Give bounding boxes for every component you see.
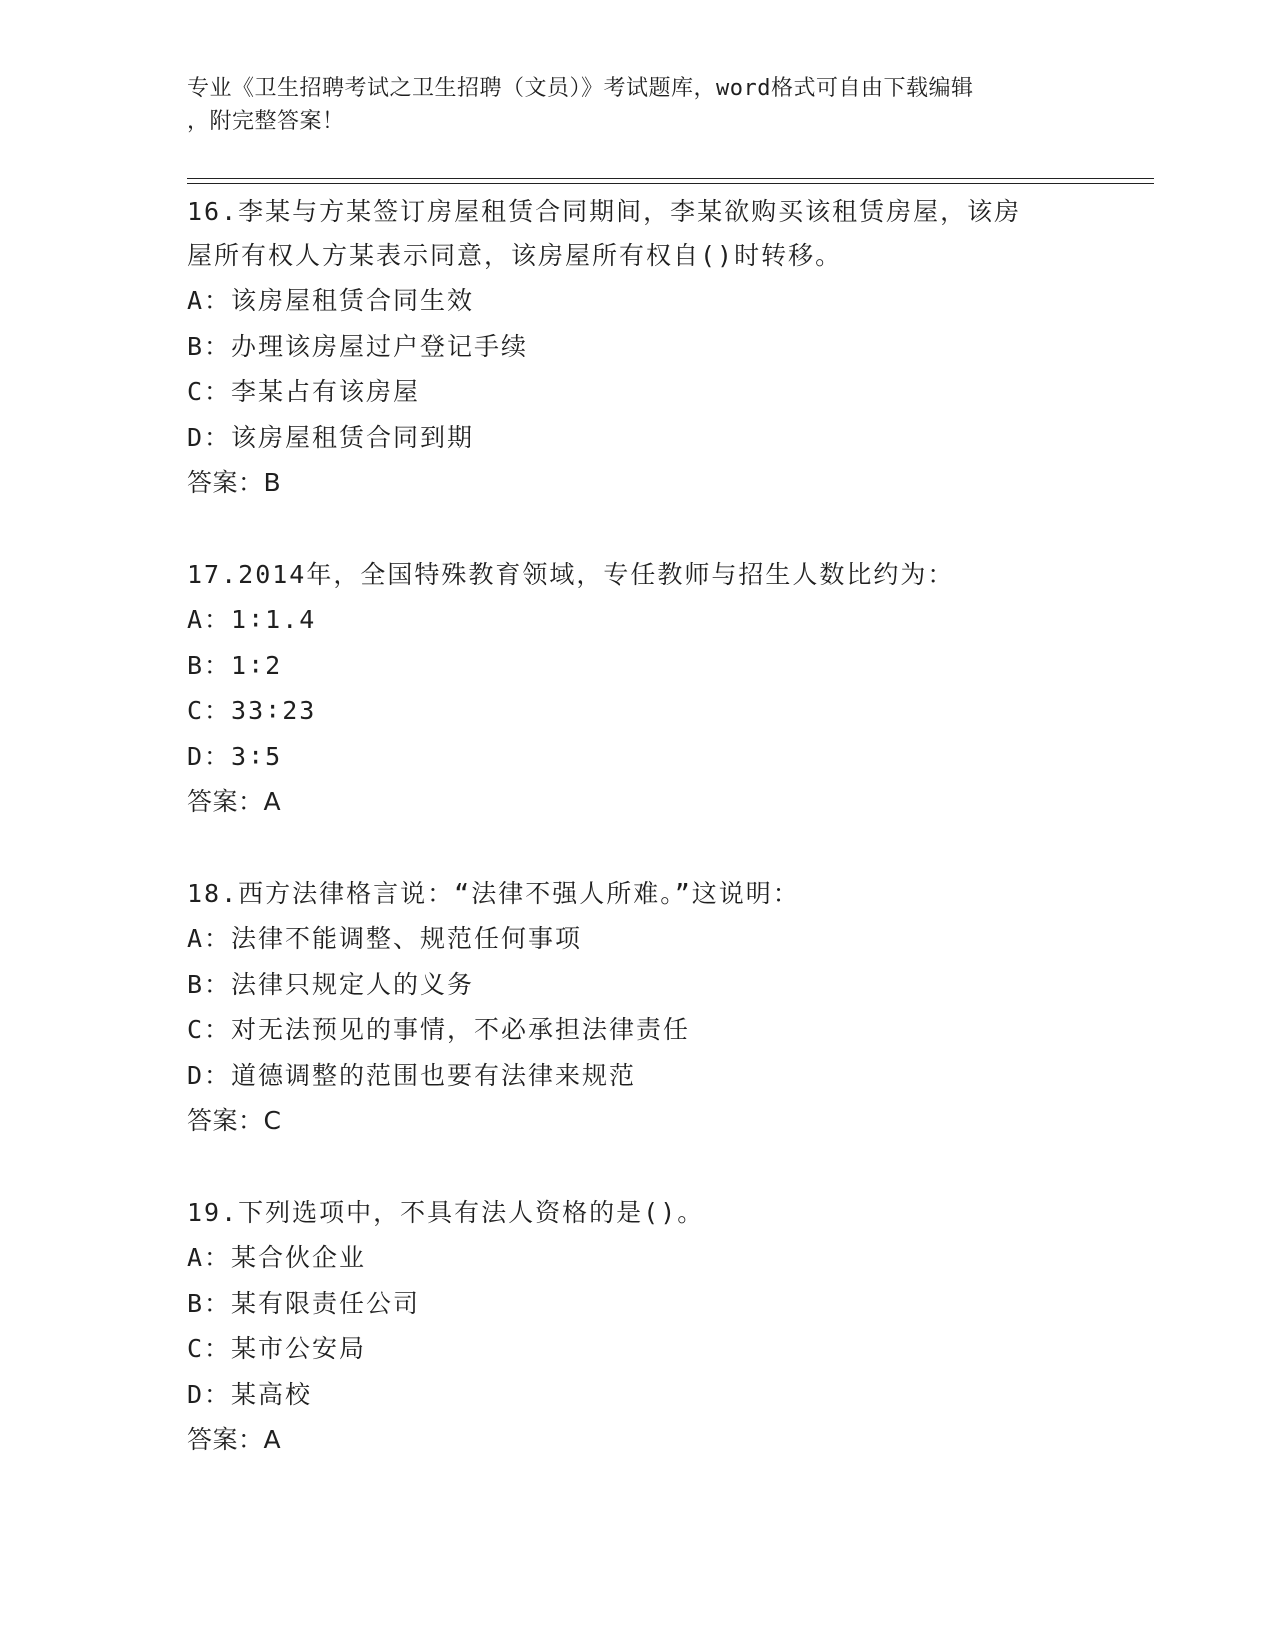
option-a: A：该房屋租赁合同生效 [187,286,475,315]
question-stem-continuation: 屋所有权人方某表示同意，该房屋所有权自()时转移。 [187,241,843,270]
answer-line: 答案：A [187,787,282,816]
question-stem: 17.2014年，全国特殊教育领域，专任教师与招生人数比约为： [187,560,955,589]
document-header [187,72,1087,138]
option-c: C：对无法预见的事情，不必承担法律责任 [187,1015,691,1044]
option-a: A：法律不能调整、规范任何事项 [187,924,583,953]
option-b: B：1∶2 [187,650,283,680]
option-b: B：某有限责任公司 [187,1288,421,1318]
answer-line: 答案：A [187,1425,282,1454]
question-19 [187,1191,1087,1463]
question-17 [187,553,1087,825]
option-c: C：李某占有该房屋 [187,377,421,406]
question-stem: 19.下列选项中，不具有法人资格的是()。 [187,1198,705,1227]
option-d: D：某高校 [187,1379,313,1409]
option-c: C：33∶23 [187,696,317,725]
option-b: B：法律只规定人的义务 [187,969,475,999]
option-a: A：某合伙企业 [187,1243,367,1272]
question-16 [187,190,1087,506]
header-divider [187,178,1154,184]
option-d: D：3∶5 [187,741,283,771]
answer-line: 答案：B [187,468,282,497]
header-title-continuation: ，附完整答案！ [187,109,345,134]
option-b: B：办理该房屋过户登记手续 [187,331,529,361]
question-stem: 16.李某与方某签订房屋租赁合同期间，李某欲购买该租赁房屋，该房 [187,197,1022,226]
answer-line: 答案：C [187,1106,282,1135]
option-a: A：1∶1.4 [187,605,317,634]
option-d: D：该房屋租赁合同到期 [187,422,475,452]
header-title-line: 专业《卫生招聘考试之卫生招聘（文员）》考试题库，word格式可自由下载编辑 [187,76,974,101]
question-stem: 18.西方法律格言说：“法律不强人所难。”这说明： [187,879,800,908]
option-c: C：某市公安局 [187,1334,367,1363]
option-d: D：道德调整的范围也要有法律来规范 [187,1060,637,1090]
question-18 [187,872,1087,1144]
